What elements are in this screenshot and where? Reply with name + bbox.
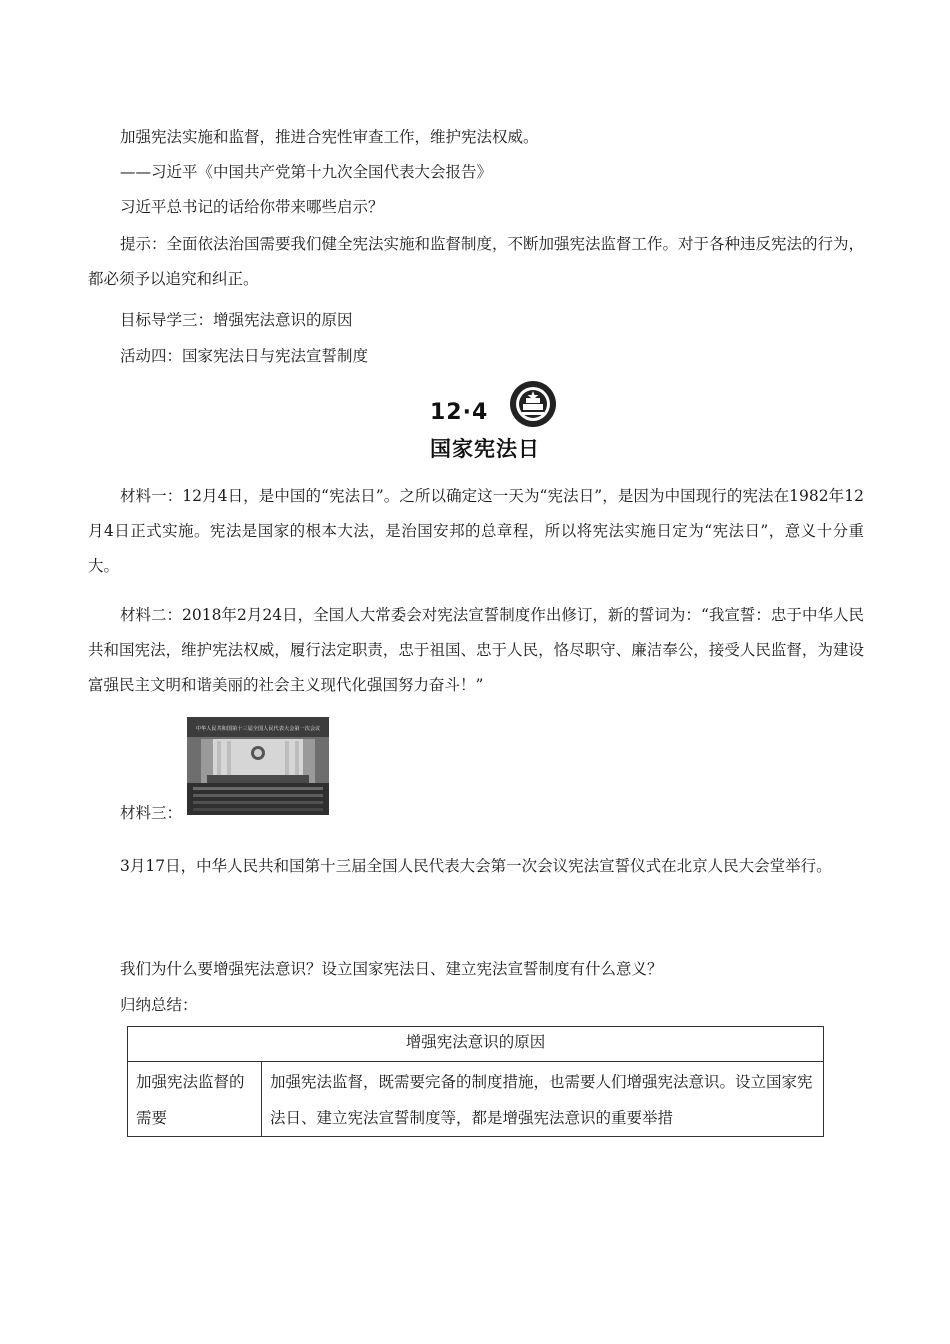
quote-source: ——习近平《中国共产党第十九次全国代表大会报告》 <box>120 163 493 181</box>
activity-heading: 活动四：国家宪法日与宪法宣誓制度 <box>120 347 369 365</box>
constitution-day-date: 12·4 <box>430 400 489 425</box>
material-three-label: 材料三： <box>120 804 183 822</box>
question-text: 习近平总书记的话给你带来哪些启示？ <box>120 198 384 216</box>
goal-heading: 目标导学三：增强宪法意识的原因 <box>120 311 353 329</box>
material-two-paragraph: 材料二：2018年2月24日，全国人大常委会对宪法宣誓制度作出修订，新的誓词为：“我宣誓：忠于中华人民共和国宪法，维护宪法权威，履行法定职责，忠于祖国、忠于人民，恪尽职守、廉洁奉公，接受人民监督，为建设富强民主文明和谐美丽的社会主义现代化强国努力奋斗！” <box>88 606 864 694</box>
summary-table-row <box>128 1062 824 1137</box>
question-two-text: 我们为什么要增强宪法意识？设立国家宪法日、建立宪法宣誓制度有什么意义？ <box>120 960 663 978</box>
quote-text: 加强宪法实施和监督，推进合宪性审查工作，维护宪法权威。 <box>120 128 539 146</box>
national-emblem-icon <box>508 378 558 430</box>
material-three-paragraph: 3月17日，中华人民共和国第十三届全国人民代表大会第一次会议宪法宣誓仪式在北京人民大会堂举行。 <box>120 857 832 875</box>
summary-table-header: 增强宪法意识的原因 <box>128 1027 824 1062</box>
constitution-day-graphic <box>430 378 560 468</box>
summary-row-content: 加强宪法监督，既需要完备的制度措施，也需要人们增强宪法意识。设立国家宪法日、建立宪法宣誓制度等，都是增强宪法意识的重要举措 <box>262 1062 824 1137</box>
oath-ceremony-photo <box>187 717 329 815</box>
hint-paragraph: 提示：全面依法治国需要我们健全宪法实施和监督制度，不断加强宪法监督工作。对于各种违反宪法的行为，都必须予以追究和纠正。 <box>88 235 865 288</box>
summary-table-header-row <box>128 1027 824 1062</box>
summary-table <box>127 1026 824 1137</box>
summary-row-label: 加强宪法监督的需要 <box>128 1062 262 1137</box>
summary-label: 归纳总结： <box>120 996 198 1014</box>
constitution-day-title: 国家宪法日 <box>430 437 540 461</box>
photo-banner-text: 中华人民共和国第十三届全国人民代表大会第一次会议 <box>195 726 321 732</box>
material-one-paragraph: 材料一：12月4日，是中国的“宪法日”。之所以确定这一天为“宪法日”，是因为中国现行的宪法在1982年12月4日正式实施。宪法是国家的根本大法，是治国安邦的总章程，所以将宪法实施日定为“宪法日”，意义十分重大。 <box>88 487 864 575</box>
